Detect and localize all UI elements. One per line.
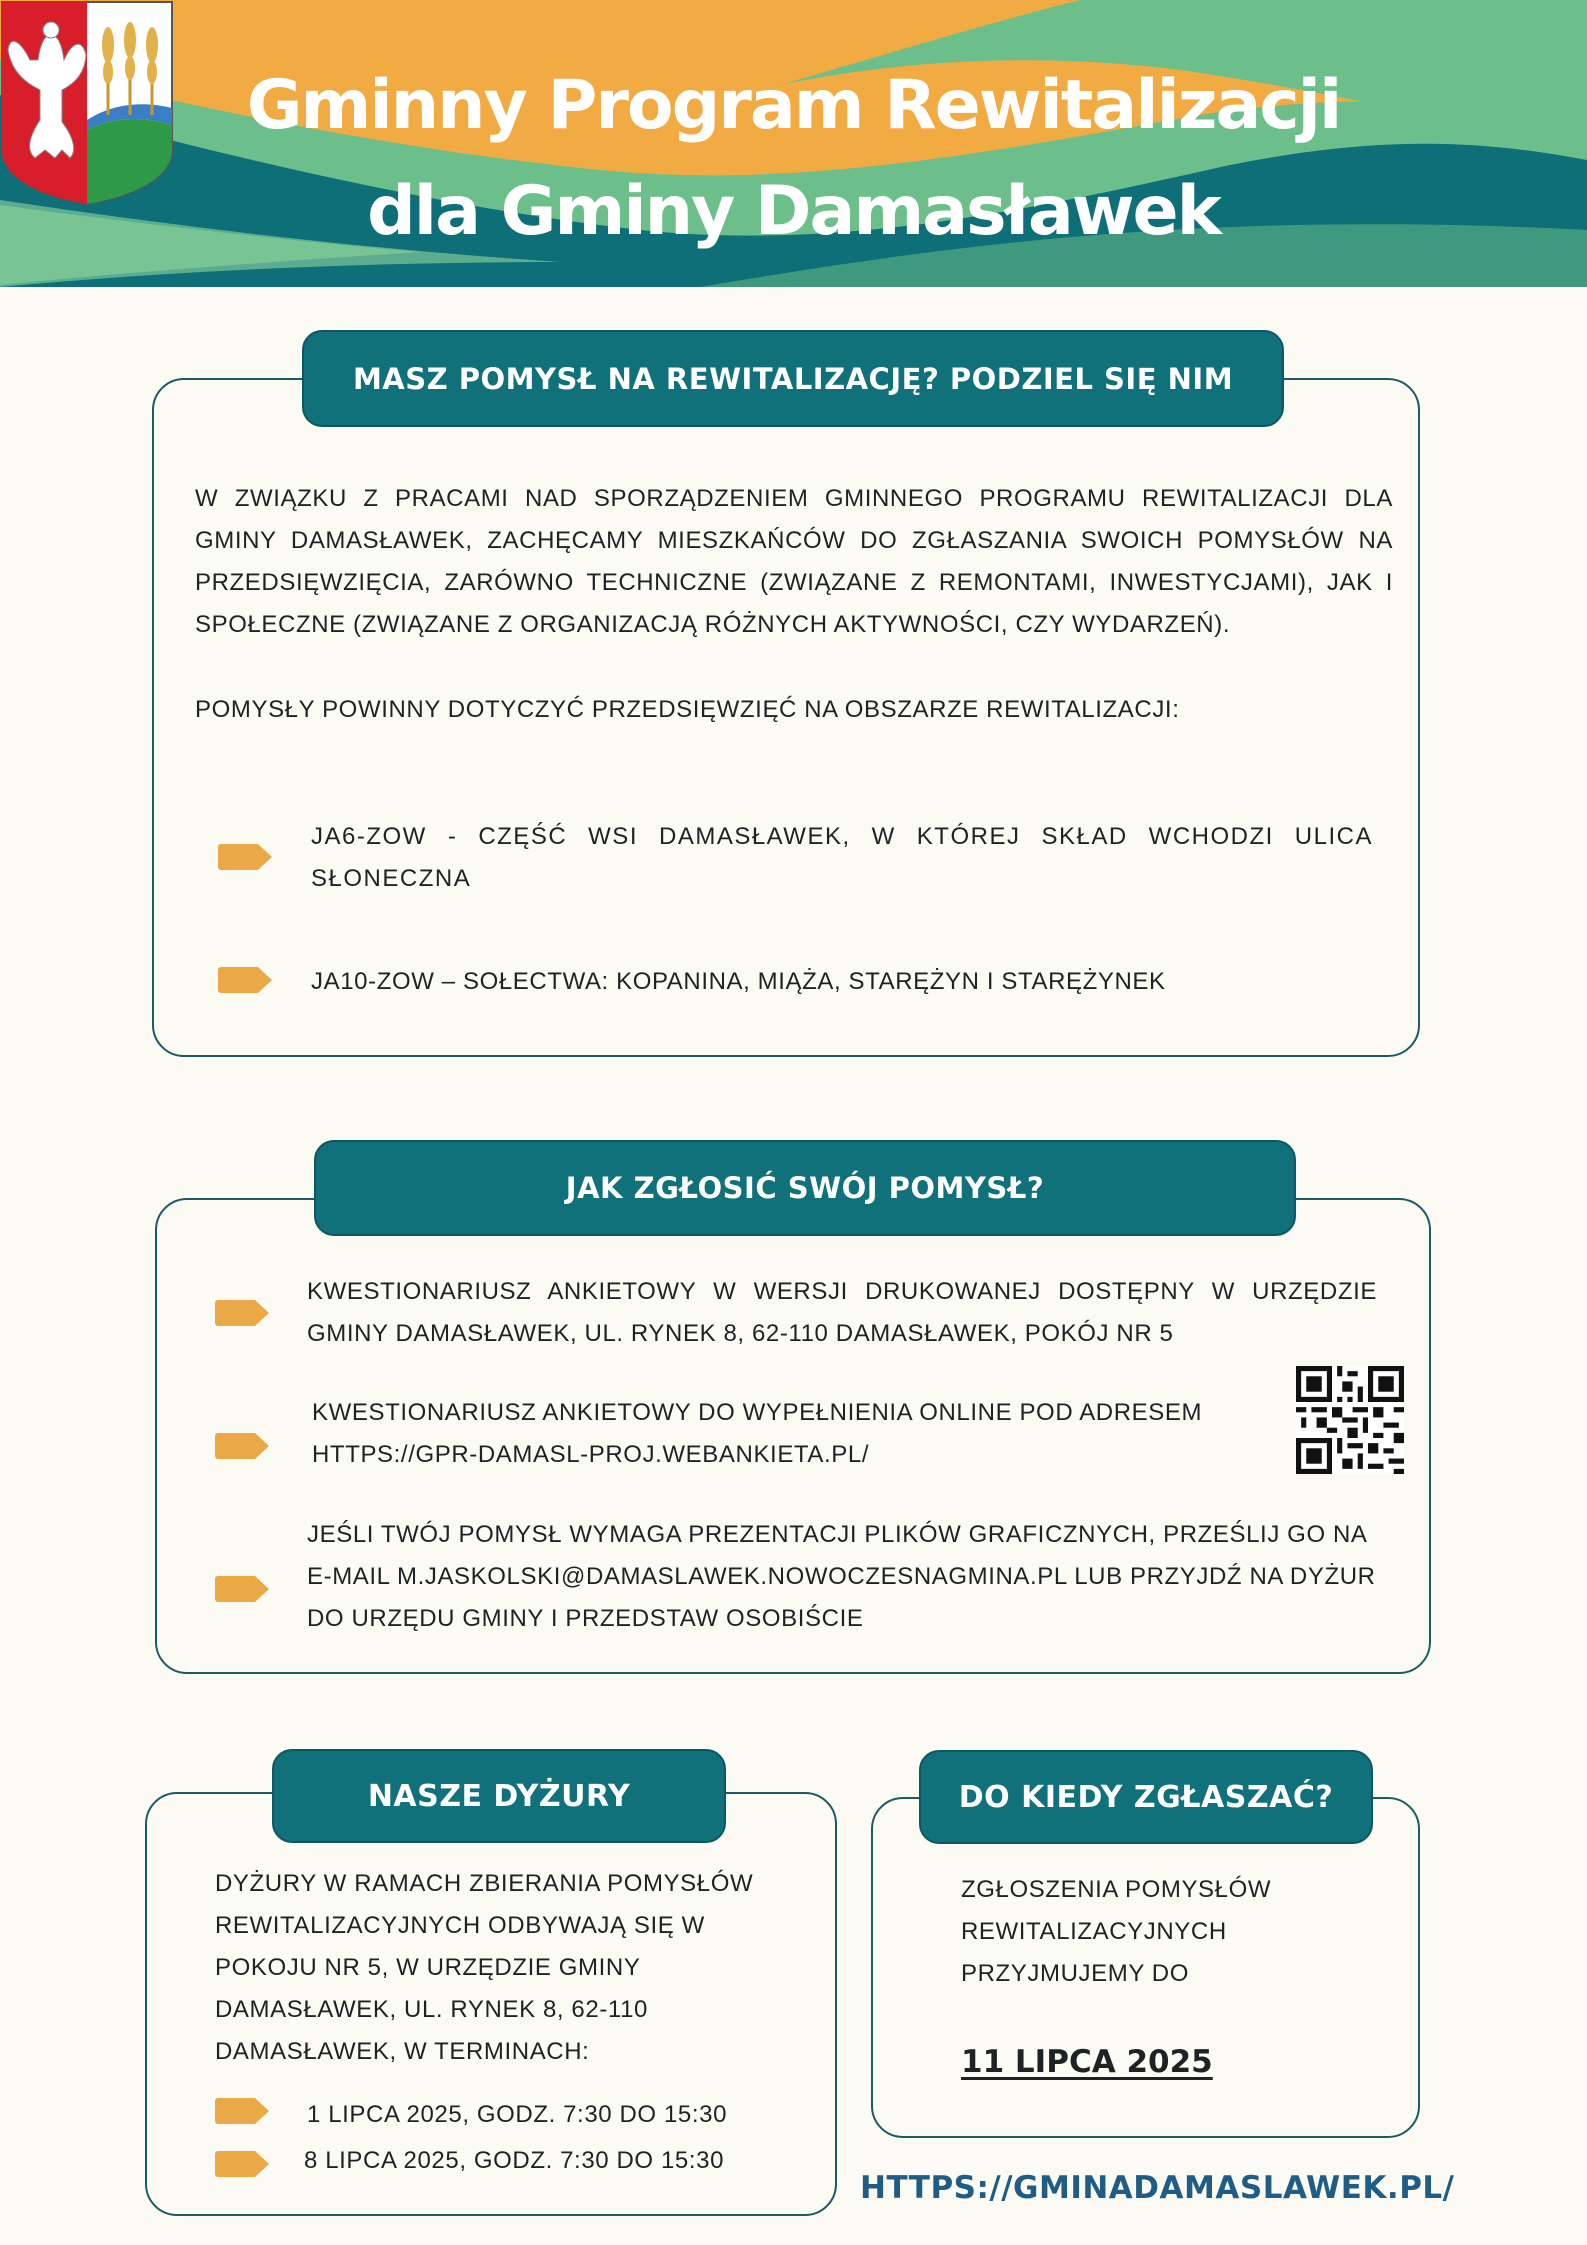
page-title-line1: Gminny Program Rewitalizacji — [246, 66, 1341, 145]
header-banner — [0, 0, 1587, 287]
municipal-coat-of-arms-eagle-wheat-icon — [0, 0, 174, 206]
submit-option-online: KWESTIONARIUSZ ANKIETOWY DO WYPEŁNIENIA ONLINE POD ADRESEM HTTPS://GPR-DAMASL-PROJ.WEBANKIETA.PL/ — [312, 1399, 1203, 1468]
ideas-heading: MASZ POMYSŁ NA REWITALIZACJĘ? PODZIEL SIĘ NIM — [302, 330, 1284, 427]
duty-hours-text: DYŻURY W RAMACH ZBIERANIA POMYSŁÓW REWITALIZACYJNYCH ODBYWAJĄ SIĘ W POKOJU NR 5, W URZĘDZIE GMINY DAMASŁAWEK, UL. RYNEK 8, 62-110 DAMASŁAWEK, W TERMINACH: — [215, 1870, 754, 2065]
duty-date-2: 8 LIPCA 2025, GODZ. 7:30 DO 15:30 — [304, 2147, 725, 2174]
area-item-ja10: JA10-ZOW – SOŁECTWA: KOPANINA, MIĄŻA, STARĘŻYN I STARĘŻYNEK — [311, 968, 1166, 995]
deadline-text: ZGŁOSZENIA POMYSŁÓW REWITALIZACYJNYCH PRZYJMUJEMY DO — [961, 1876, 1272, 1987]
deadline-heading: DO KIEDY ZGŁASZAĆ? — [919, 1750, 1373, 1844]
page-title-line2: dla Gminy Damasławek — [367, 172, 1220, 251]
area-item-ja6: JA6-ZOW - CZĘŚĆ WSI DAMASŁAWEK, W KTÓREJ SKŁAD WCHODZI ULICA SŁONECZNA — [311, 823, 1373, 892]
submit-option-printed: KWESTIONARIUSZ ANKIETOWY W WERSJI DRUKOWANEJ DOSTĘPNY W URZĘDZIE GMINY DAMASŁAWEK, UL. RYNEK 8, 62-110 DAMASŁAWEK, POKÓJ NR 5 — [307, 1278, 1377, 1347]
ideas-intro-text: W ZWIĄZKU Z PRACAMI NAD SPORZĄDZENIEM GMINNEGO PROGRAMU REWITALIZACJI DLA GMINY DAMASŁAWEK, ZACHĘCAMY MIESZKAŃCÓW DO ZGŁASZANIA SWOICH POMYSŁÓW NA PRZEDSIĘWZIĘCIA, ZARÓWNO TECHNICZNE (ZWIĄZANE Z REMONTAMI, INWESTYCJAMI), JAK I SPOŁECZNE (ZWIĄZANE Z ORGANIZACJĄ RÓŻNYCH AKTYWNOŚCI, CZY WYDARZEŃ). — [195, 485, 1393, 638]
qr-code-icon[interactable] — [1296, 1366, 1404, 1474]
ideas-subheading: POMYSŁY POWINNY DOTYCZYĆ PRZEDSIĘWZIĘĆ NA OBSZARZE REWITALIZACJI: — [195, 696, 1180, 723]
submit-option-email: JEŚLI TWÓJ POMYSŁ WYMAGA PREZENTACJI PLIKÓW GRAFICZNYCH, PRZEŚLIJ GO NA E-MAIL M.JASKOLSKI@DAMASLAWEK.NOWOCZESNAGMINA.PL LUB PRZYJDŹ NA DYŻUR DO URZĘDU GMINY I PRZEDSTAW OSOBIŚCIE — [307, 1521, 1376, 1632]
duty-hours-heading: NASZE DYŻURY — [272, 1749, 726, 1843]
deadline-date: 11 LIPCA 2025 — [961, 2044, 1213, 2080]
duty-date-1: 1 LIPCA 2025, GODZ. 7:30 DO 15:30 — [307, 2101, 728, 2128]
how-to-submit-heading: JAK ZGŁOSIĆ SWÓJ POMYSŁ? — [314, 1140, 1296, 1236]
website-link[interactable]: HTTPS://GMINADAMASLAWEK.PL/ — [860, 2170, 1455, 2206]
